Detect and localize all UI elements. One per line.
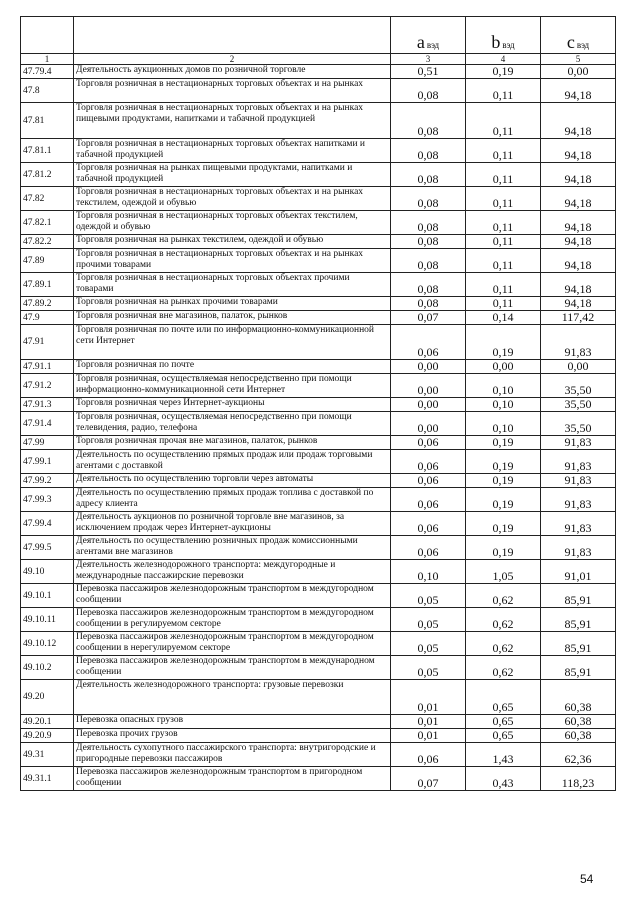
coefficient-c-cell: 35,50 [541, 374, 616, 398]
okved-code-cell: 49.10.1 [21, 584, 74, 608]
coefficient-a-cell: 0,08 [391, 249, 466, 273]
okved-code-cell: 47.82 [21, 187, 74, 211]
activity-name-cell: Торговля розничная прочая вне магазинов, палаток, рынков [74, 436, 391, 450]
table-row [21, 374, 616, 398]
coefficient-b-cell: 0,11 [466, 297, 541, 311]
table-row [21, 360, 616, 374]
coefficient-c-cell: 94,18 [541, 139, 616, 163]
activity-name-cell: Перевозка пассажиров железнодорожным транспортом в международном сообщении [74, 656, 391, 680]
activity-name-cell: Деятельность по осуществлению торговли через автоматы [74, 474, 391, 488]
activity-name-cell: Деятельность аукционов по розничной торговле вне магазинов, за исключением продаж через Интернет-аукционы [74, 512, 391, 536]
coefficient-a-cell: 0,08 [391, 235, 466, 249]
coefficient-a-cell: 0,00 [391, 398, 466, 412]
table-row [21, 412, 616, 436]
coefficient-b-cell: 0,11 [466, 103, 541, 139]
activity-name-cell: Торговля розничная в нестационарных торговых объектах напитками и табачной продукцией [74, 139, 391, 163]
coefficient-a-cell: 0,06 [391, 325, 466, 360]
coefficient-b-cell: 1,05 [466, 560, 541, 584]
coefficient-b-cell: 0,19 [466, 65, 541, 79]
coefficient-a-cell: 0,05 [391, 584, 466, 608]
table-row [21, 680, 616, 715]
coefficient-b-cell: 0,19 [466, 325, 541, 360]
coefficient-a-cell: 0,00 [391, 374, 466, 398]
table-row [21, 715, 616, 729]
coefficient-c-cell: 91,83 [541, 450, 616, 474]
table-row [21, 139, 616, 163]
coefficient-b-cell: 0,11 [466, 235, 541, 249]
coefficient-c-cell: 62,36 [541, 743, 616, 767]
okved-code-cell: 47.8 [21, 79, 74, 103]
coefficient-b-cell: 0,11 [466, 187, 541, 211]
coefficient-a-cell: 0,08 [391, 163, 466, 187]
activity-name-cell: Торговля розничная вне магазинов, палаток, рынков [74, 311, 391, 325]
coefficient-c-cell: 91,83 [541, 536, 616, 560]
coefficient-a-cell: 0,08 [391, 139, 466, 163]
okved-code-cell: 47.82.2 [21, 235, 74, 249]
column-number: 3 [391, 54, 466, 65]
activity-name-cell: Торговля розничная в нестационарных торговых объектах и на рынках пищевыми продуктами, напитками и табачной продукцией [74, 103, 391, 139]
coefficient-b-cell: 0,10 [466, 398, 541, 412]
coefficient-a-cell: 0,10 [391, 560, 466, 584]
column-number-row [21, 54, 616, 65]
coefficient-b-cell: 0,19 [466, 436, 541, 450]
coefficient-c-cell: 91,83 [541, 488, 616, 512]
table-row [21, 273, 616, 297]
coefficient-c-cell: 94,18 [541, 163, 616, 187]
activity-name-cell: Торговля розничная в нестационарных торговых объектах и на рынках текстилем, одеждой и обувью [74, 187, 391, 211]
coefficient-a-cell: 0,00 [391, 360, 466, 374]
okved-code-cell: 47.99.2 [21, 474, 74, 488]
coefficient-b-cell: 0,11 [466, 273, 541, 297]
coefficient-b-cell: 0,19 [466, 488, 541, 512]
table-row [21, 656, 616, 680]
coefficient-c-cell: 94,18 [541, 187, 616, 211]
okved-code-cell: 49.10.2 [21, 656, 74, 680]
coefficient-c-cell: 94,18 [541, 235, 616, 249]
coefficient-b-cell: 0,11 [466, 163, 541, 187]
coefficient-c-cell: 91,83 [541, 474, 616, 488]
table-row [21, 103, 616, 139]
okved-code-cell: 47.91.2 [21, 374, 74, 398]
activity-name-cell: Деятельность по осуществлению прямых продаж топлива с доставкой по адресу клиента [74, 488, 391, 512]
coefficient-c-cell: 85,91 [541, 632, 616, 656]
table-row [21, 536, 616, 560]
coefficient-a-cell: 0,05 [391, 632, 466, 656]
okved-code-cell: 47.91 [21, 325, 74, 360]
activity-name-cell: Деятельность по осуществлению розничных продаж комиссионными агентами вне магазинов [74, 536, 391, 560]
header-cell-name [74, 17, 391, 54]
data-table [20, 16, 616, 791]
activity-name-cell: Торговля розничная в нестационарных торговых объектах прочими товарами [74, 273, 391, 297]
activity-name-cell: Деятельность сухопутного пассажирского транспорта: внутригородские и пригородные перевозки пассажиров [74, 743, 391, 767]
okved-code-cell: 47.89.2 [21, 297, 74, 311]
coefficient-a-cell: 0,08 [391, 103, 466, 139]
table-row [21, 187, 616, 211]
coefficient-c-cell: 94,18 [541, 79, 616, 103]
coefficient-b-cell: 0,65 [466, 715, 541, 729]
table-row [21, 235, 616, 249]
activity-name-cell: Перевозка пассажиров железнодорожным транспортом в междугородном сообщении [74, 584, 391, 608]
header-row [21, 17, 616, 54]
column-number: 4 [466, 54, 541, 65]
okved-code-cell: 49.10 [21, 560, 74, 584]
activity-name-cell: Перевозка пассажиров железнодорожным транспортом в междугородном сообщении в регулируемом секторе [74, 608, 391, 632]
coefficient-c-cell: 118,23 [541, 767, 616, 791]
okved-code-cell: 49.10.11 [21, 608, 74, 632]
okved-code-cell: 47.81.1 [21, 139, 74, 163]
coefficient-b-cell: 0,62 [466, 632, 541, 656]
header-cell-c: c вэд [541, 17, 616, 54]
activity-name-cell: Торговля розничная по почте или по информационно-коммуникационной сети Интернет [74, 325, 391, 360]
coefficient-c-cell: 94,18 [541, 211, 616, 235]
coefficient-c-cell: 60,38 [541, 680, 616, 715]
okved-code-cell: 47.91.1 [21, 360, 74, 374]
coefficient-b-cell: 0,62 [466, 656, 541, 680]
table-row [21, 632, 616, 656]
coefficient-b-cell: 0,65 [466, 729, 541, 743]
okved-code-cell: 47.82.1 [21, 211, 74, 235]
coefficient-a-cell: 0,06 [391, 474, 466, 488]
table-row [21, 249, 616, 273]
okved-code-cell: 47.9 [21, 311, 74, 325]
coefficient-b-cell: 0,11 [466, 139, 541, 163]
activity-name-cell: Торговля розничная по почте [74, 360, 391, 374]
okved-code-cell: 49.20.1 [21, 715, 74, 729]
okved-code-cell: 49.20.9 [21, 729, 74, 743]
activity-name-cell: Торговля розничная в нестационарных торговых объектах текстилем, одеждой и обувью [74, 211, 391, 235]
coefficient-c-cell: 94,18 [541, 297, 616, 311]
table-row [21, 729, 616, 743]
coefficient-b-cell: 0,19 [466, 536, 541, 560]
header-cell-code [21, 17, 74, 54]
activity-name-cell: Торговля розничная в нестационарных торговых объектах и на рынках прочими товарами [74, 249, 391, 273]
table-row [21, 297, 616, 311]
coefficient-c-cell: 60,38 [541, 729, 616, 743]
okved-code-cell: 49.31 [21, 743, 74, 767]
okved-code-cell: 47.99.3 [21, 488, 74, 512]
okved-code-cell: 47.81.2 [21, 163, 74, 187]
coefficient-a-cell: 0,06 [391, 536, 466, 560]
table-row [21, 325, 616, 360]
coefficient-a-cell: 0,08 [391, 273, 466, 297]
table-row [21, 79, 616, 103]
coefficient-b-cell: 0,65 [466, 680, 541, 715]
coefficient-a-cell: 0,05 [391, 608, 466, 632]
column-number: 2 [74, 54, 391, 65]
table-row [21, 488, 616, 512]
table-row [21, 450, 616, 474]
okved-code-cell: 49.31.1 [21, 767, 74, 791]
coefficient-c-cell: 0,00 [541, 65, 616, 79]
coefficient-b-cell: 0,11 [466, 211, 541, 235]
coefficient-c-cell: 85,91 [541, 656, 616, 680]
header-cell-b: b вэд [466, 17, 541, 54]
okved-code-cell: 49.20 [21, 680, 74, 715]
page-number: 54 [580, 872, 594, 886]
table-row [21, 584, 616, 608]
coefficient-a-cell: 0,01 [391, 729, 466, 743]
coefficient-c-cell: 0,00 [541, 360, 616, 374]
table-row [21, 608, 616, 632]
coefficient-b-cell: 0,19 [466, 474, 541, 488]
okved-code-cell: 47.91.4 [21, 412, 74, 436]
coefficient-c-cell: 91,83 [541, 325, 616, 360]
coefficient-b-cell: 0,62 [466, 584, 541, 608]
table-row [21, 743, 616, 767]
coefficient-c-cell: 35,50 [541, 412, 616, 436]
table-row [21, 767, 616, 791]
coefficient-c-cell: 85,91 [541, 608, 616, 632]
coefficient-b-cell: 0,19 [466, 450, 541, 474]
coefficient-b-cell: 0,43 [466, 767, 541, 791]
table-row [21, 436, 616, 450]
table-row [21, 474, 616, 488]
coefficient-c-cell: 117,42 [541, 311, 616, 325]
coefficient-c-cell: 91,01 [541, 560, 616, 584]
coefficient-c-cell: 35,50 [541, 398, 616, 412]
activity-name-cell: Перевозка пассажиров железнодорожным транспортом в пригородном сообщении [74, 767, 391, 791]
coefficient-a-cell: 0,51 [391, 65, 466, 79]
coefficient-a-cell: 0,05 [391, 656, 466, 680]
coefficient-a-cell: 0,06 [391, 512, 466, 536]
coefficient-b-cell: 0,11 [466, 79, 541, 103]
okved-code-cell: 47.89.1 [21, 273, 74, 297]
okved-code-cell: 47.99.1 [21, 450, 74, 474]
okved-code-cell: 47.79.4 [21, 65, 74, 79]
coefficient-a-cell: 0,08 [391, 211, 466, 235]
activity-name-cell: Деятельность по осуществлению прямых продаж или продаж торговыми агентами с доставкой [74, 450, 391, 474]
coefficient-a-cell: 0,06 [391, 436, 466, 450]
okved-code-cell: 47.99.4 [21, 512, 74, 536]
okved-code-cell: 47.89 [21, 249, 74, 273]
table-row [21, 163, 616, 187]
activity-name-cell: Перевозка пассажиров железнодорожным транспортом в междугородном сообщении в нерегулируемом секторе [74, 632, 391, 656]
coefficient-c-cell: 85,91 [541, 584, 616, 608]
coefficient-b-cell: 1,43 [466, 743, 541, 767]
coefficient-a-cell: 0,08 [391, 297, 466, 311]
coefficient-b-cell: 0,19 [466, 512, 541, 536]
coefficient-b-cell: 0,62 [466, 608, 541, 632]
coefficient-c-cell: 94,18 [541, 249, 616, 273]
coefficient-c-cell: 60,38 [541, 715, 616, 729]
coefficient-a-cell: 0,07 [391, 767, 466, 791]
table-row [21, 65, 616, 79]
activity-name-cell: Торговля розничная, осуществляемая непосредственно при помощи телевидения, радио, телефона [74, 412, 391, 436]
coefficient-a-cell: 0,00 [391, 412, 466, 436]
coefficient-c-cell: 91,83 [541, 436, 616, 450]
header-cell-a: a вэд [391, 17, 466, 54]
okved-code-cell: 49.10.12 [21, 632, 74, 656]
activity-name-cell: Торговля розничная на рынках пищевыми продуктами, напитками и табачной продукцией [74, 163, 391, 187]
table-row [21, 560, 616, 584]
coefficient-b-cell: 0,14 [466, 311, 541, 325]
column-number: 1 [21, 54, 74, 65]
activity-name-cell: Торговля розничная в нестационарных торговых объектах и на рынках [74, 79, 391, 103]
coefficient-a-cell: 0,06 [391, 743, 466, 767]
coefficient-a-cell: 0,01 [391, 680, 466, 715]
coefficient-a-cell: 0,06 [391, 488, 466, 512]
coefficient-a-cell: 0,07 [391, 311, 466, 325]
activity-name-cell: Деятельность железнодорожного транспорта: грузовые перевозки [74, 680, 391, 715]
activity-name-cell: Перевозка опасных грузов [74, 715, 391, 729]
activity-name-cell: Торговля розничная на рынках текстилем, одеждой и обувью [74, 235, 391, 249]
coefficient-b-cell: 0,10 [466, 412, 541, 436]
coefficient-a-cell: 0,06 [391, 450, 466, 474]
okved-code-cell: 47.99.5 [21, 536, 74, 560]
activity-name-cell: Торговля розничная, осуществляемая непосредственно при помощи информационно-коммуникационной сети Интернет [74, 374, 391, 398]
table-row [21, 512, 616, 536]
okved-code-cell: 47.81 [21, 103, 74, 139]
table-row [21, 398, 616, 412]
coefficient-a-cell: 0,08 [391, 187, 466, 211]
coefficient-a-cell: 0,08 [391, 79, 466, 103]
coefficient-a-cell: 0,01 [391, 715, 466, 729]
activity-name-cell: Перевозка прочих грузов [74, 729, 391, 743]
activity-name-cell: Торговля розничная через Интернет-аукционы [74, 398, 391, 412]
coefficient-b-cell: 0,11 [466, 249, 541, 273]
activity-name-cell: Деятельность аукционных домов по розничной торговле [74, 65, 391, 79]
activity-name-cell: Деятельность железнодорожного транспорта: междугородные и международные пассажирские перевозки [74, 560, 391, 584]
coefficient-b-cell: 0,00 [466, 360, 541, 374]
table-row [21, 311, 616, 325]
activity-name-cell: Торговля розничная на рынках прочими товарами [74, 297, 391, 311]
coefficient-b-cell: 0,10 [466, 374, 541, 398]
okved-code-cell: 47.99 [21, 436, 74, 450]
table-row [21, 211, 616, 235]
column-number: 5 [541, 54, 616, 65]
coefficient-c-cell: 94,18 [541, 273, 616, 297]
coefficient-c-cell: 94,18 [541, 103, 616, 139]
coefficient-c-cell: 91,83 [541, 512, 616, 536]
okved-code-cell: 47.91.3 [21, 398, 74, 412]
